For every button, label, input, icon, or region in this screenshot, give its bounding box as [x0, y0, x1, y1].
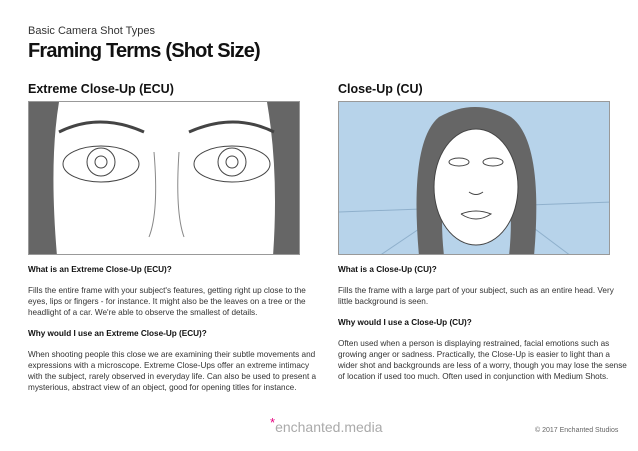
cu-illustration [338, 101, 610, 255]
logo-text: enchanted.media [275, 419, 383, 435]
ecu-question-2: Why would I use an Extreme Close-Up (ECU)? [28, 329, 207, 338]
cu-heading: Close-Up (CU) [338, 82, 423, 96]
ecu-illustration [28, 101, 300, 255]
ecu-answer-1: Fills the entire frame with your subject's features, getting right up close to the eyes, lips or fingers - for instance. It might also be the leaves on a tree or the headlight of a car. We're able to observe the smallest of details. [28, 286, 306, 317]
cu-answer-2: Often used when a person is displaying restrained, facial emotions such as growing anger or sadness. Practically, the Close-Up is easier to light than a wider shot and backgrounds are less of a worry, though you may lose the sense of location if used too much. Often used in conjunction with Medium Shots. [338, 339, 627, 381]
ecu-heading: Extreme Close-Up (ECU) [28, 82, 174, 96]
ecu-question-1: What is an Extreme Close-Up (ECU)? [28, 265, 172, 274]
ecu-description [28, 264, 318, 403]
logo-star-icon: * [270, 415, 276, 430]
ecu-answer-2: When shooting people this close we are examining their subtle movements and expressions with a microscope. Extreme Close-Ups offer an extreme intimacy with the subject, rarely observed in everyday life. Can also be used to present a mysterious, abstract view of an object, good for opening titles for instance. [28, 350, 317, 392]
cu-answer-1: Fills the frame with a large part of your subject, such as an entire head. Very little background is seen. [338, 286, 614, 306]
page-subtitle: Basic Camera Shot Types [28, 25, 155, 37]
copyright: © 2017 Enchanted Studios [535, 427, 619, 434]
logo [270, 415, 383, 435]
page-title: Framing Terms (Shot Size) [28, 40, 260, 62]
cu-description [338, 264, 628, 392]
cu-question-1: What is a Close-Up (CU)? [338, 265, 437, 274]
cu-question-2: Why would I use a Close-Up (CU)? [338, 318, 472, 327]
